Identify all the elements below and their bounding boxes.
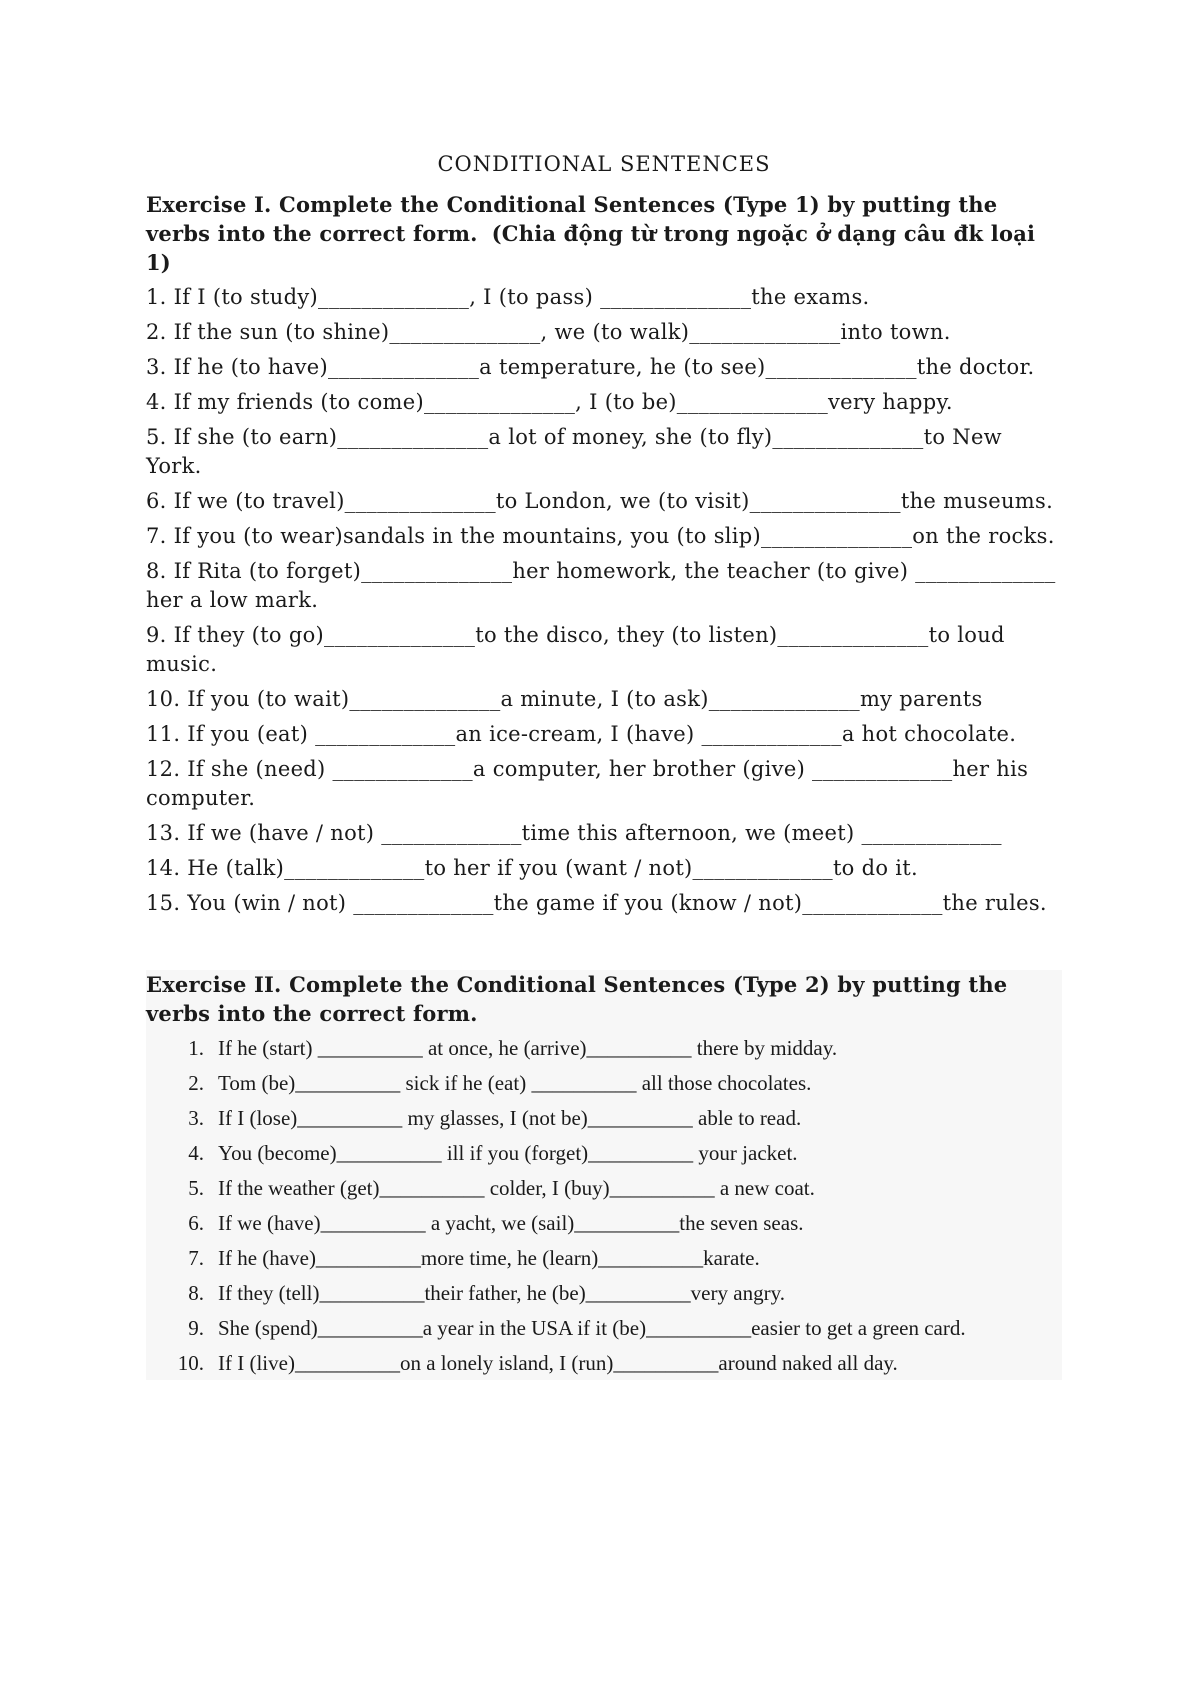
- exercise1-item: 14. He (talk)_____________to her if you (want / not)_____________to do it.: [146, 856, 918, 880]
- item-number: 6.: [188, 1211, 204, 1235]
- exercise2-block: [146, 970, 1062, 1380]
- item-text: Tom (be)__________ sick if he (eat) __________ all those chocolates.: [218, 1071, 812, 1095]
- exercise1-item: 11. If you (eat) _____________an ice-cream, I (have) _____________a hot chocolate.: [146, 722, 1017, 746]
- exercise2-item: [146, 1104, 1062, 1133]
- item-text: You (become)__________ ill if you (forget)__________ your jacket.: [218, 1141, 798, 1165]
- item-number: 7.: [188, 1246, 204, 1270]
- exercise1-item: 4. If my friends (to come)______________, I (to be)______________very happy.: [146, 390, 953, 414]
- item-text: If he (have)__________more time, he (learn)__________karate.: [218, 1246, 760, 1270]
- item-text: She (spend)__________a year in the USA if it (be)__________easier to get a green card.: [218, 1316, 966, 1340]
- exercise1-item: 10. If you (to wait)______________a minute, I (to ask)______________my parents: [146, 687, 983, 711]
- worksheet-content: [146, 152, 1062, 1380]
- exercise1-item: 5. If she (to earn)______________a lot of money, she (to fly)______________to New York.: [146, 425, 1002, 478]
- exercise1-heading-text: Exercise I. Complete the Conditional Sentences (Type 1) by putting the verbs into the correct form.: [146, 192, 998, 246]
- exercise1-item: 1. If I (to study)______________, I (to pass) ______________the exams.: [146, 285, 870, 309]
- exercise2-item: [146, 1034, 1062, 1063]
- exercise2-item: [146, 1279, 1062, 1308]
- exercise2-item: [146, 1314, 1062, 1343]
- exercise1-item: 15. You (win / not) _____________the game if you (know / not)_____________the rules.: [146, 891, 1047, 915]
- exercise1-item: 6. If we (to travel)______________to London, we (to visit)______________the museums.: [146, 489, 1054, 513]
- exercise1-heading: [146, 190, 1062, 277]
- item-text: If I (live)__________on a lonely island, I (run)__________around naked all day.: [218, 1351, 898, 1375]
- exercise1-item: 12. If she (need) _____________a computer, her brother (give) _____________her his computer.: [146, 757, 1029, 810]
- item-number: 2.: [188, 1071, 204, 1095]
- exercise1-item: 3. If he (to have)______________a temperature, he (to see)______________the doctor.: [146, 355, 1035, 379]
- exercise2-item: [146, 1174, 1062, 1203]
- item-number: 1.: [188, 1036, 204, 1060]
- item-number: 4.: [188, 1141, 204, 1165]
- item-number: 9.: [188, 1316, 204, 1340]
- exercise1-item: 13. If we (have / not) _____________time this afternoon, we (meet) _____________: [146, 821, 1002, 845]
- exercise2-item: [146, 1139, 1062, 1168]
- exercise2-heading: Exercise II. Complete the Conditional Sentences (Type 2) by putting the verbs into the correct form.: [146, 972, 1008, 1026]
- item-number: 10.: [177, 1351, 204, 1375]
- exercise1-heading-vietnamese: (Chia động từ trong ngoặc ở dạng câu đk loại 1): [146, 221, 1036, 275]
- exercise2-list: [146, 1034, 1062, 1380]
- exercise1-item: 9. If they (to go)______________to the disco, they (to listen)______________to loud music.: [146, 623, 1005, 676]
- exercise1-list: [146, 283, 1062, 918]
- item-number: 3.: [188, 1106, 204, 1130]
- item-text: If they (tell)__________their father, he (be)__________very angry.: [218, 1281, 785, 1305]
- item-number: 8.: [188, 1281, 204, 1305]
- exercise1-item: 7. If you (to wear)sandals in the mountains, you (to slip)______________on the rocks.: [146, 524, 1055, 548]
- item-number: 5.: [188, 1176, 204, 1200]
- exercise2-item: [146, 1349, 1062, 1378]
- exercise1-item: 8. If Rita (to forget)______________her homework, the teacher (to give) _____________ her a low mark.: [146, 559, 1056, 612]
- item-text: If I (lose)__________ my glasses, I (not be)__________ able to read.: [218, 1106, 802, 1130]
- exercise1-item: 2. If the sun (to shine)______________, we (to walk)______________into town.: [146, 320, 951, 344]
- exercise2-item: [146, 1069, 1062, 1098]
- item-text: If he (start) __________ at once, he (arrive)__________ there by midday.: [218, 1036, 838, 1060]
- exercise2-item: [146, 1209, 1062, 1238]
- item-text: If we (have)__________ a yacht, we (sail)__________the seven seas.: [218, 1211, 804, 1235]
- exercise2-item: [146, 1244, 1062, 1273]
- item-text: If the weather (get)__________ colder, I (buy)__________ a new coat.: [218, 1176, 815, 1200]
- document-title: CONDITIONAL SENTENCES: [437, 152, 771, 176]
